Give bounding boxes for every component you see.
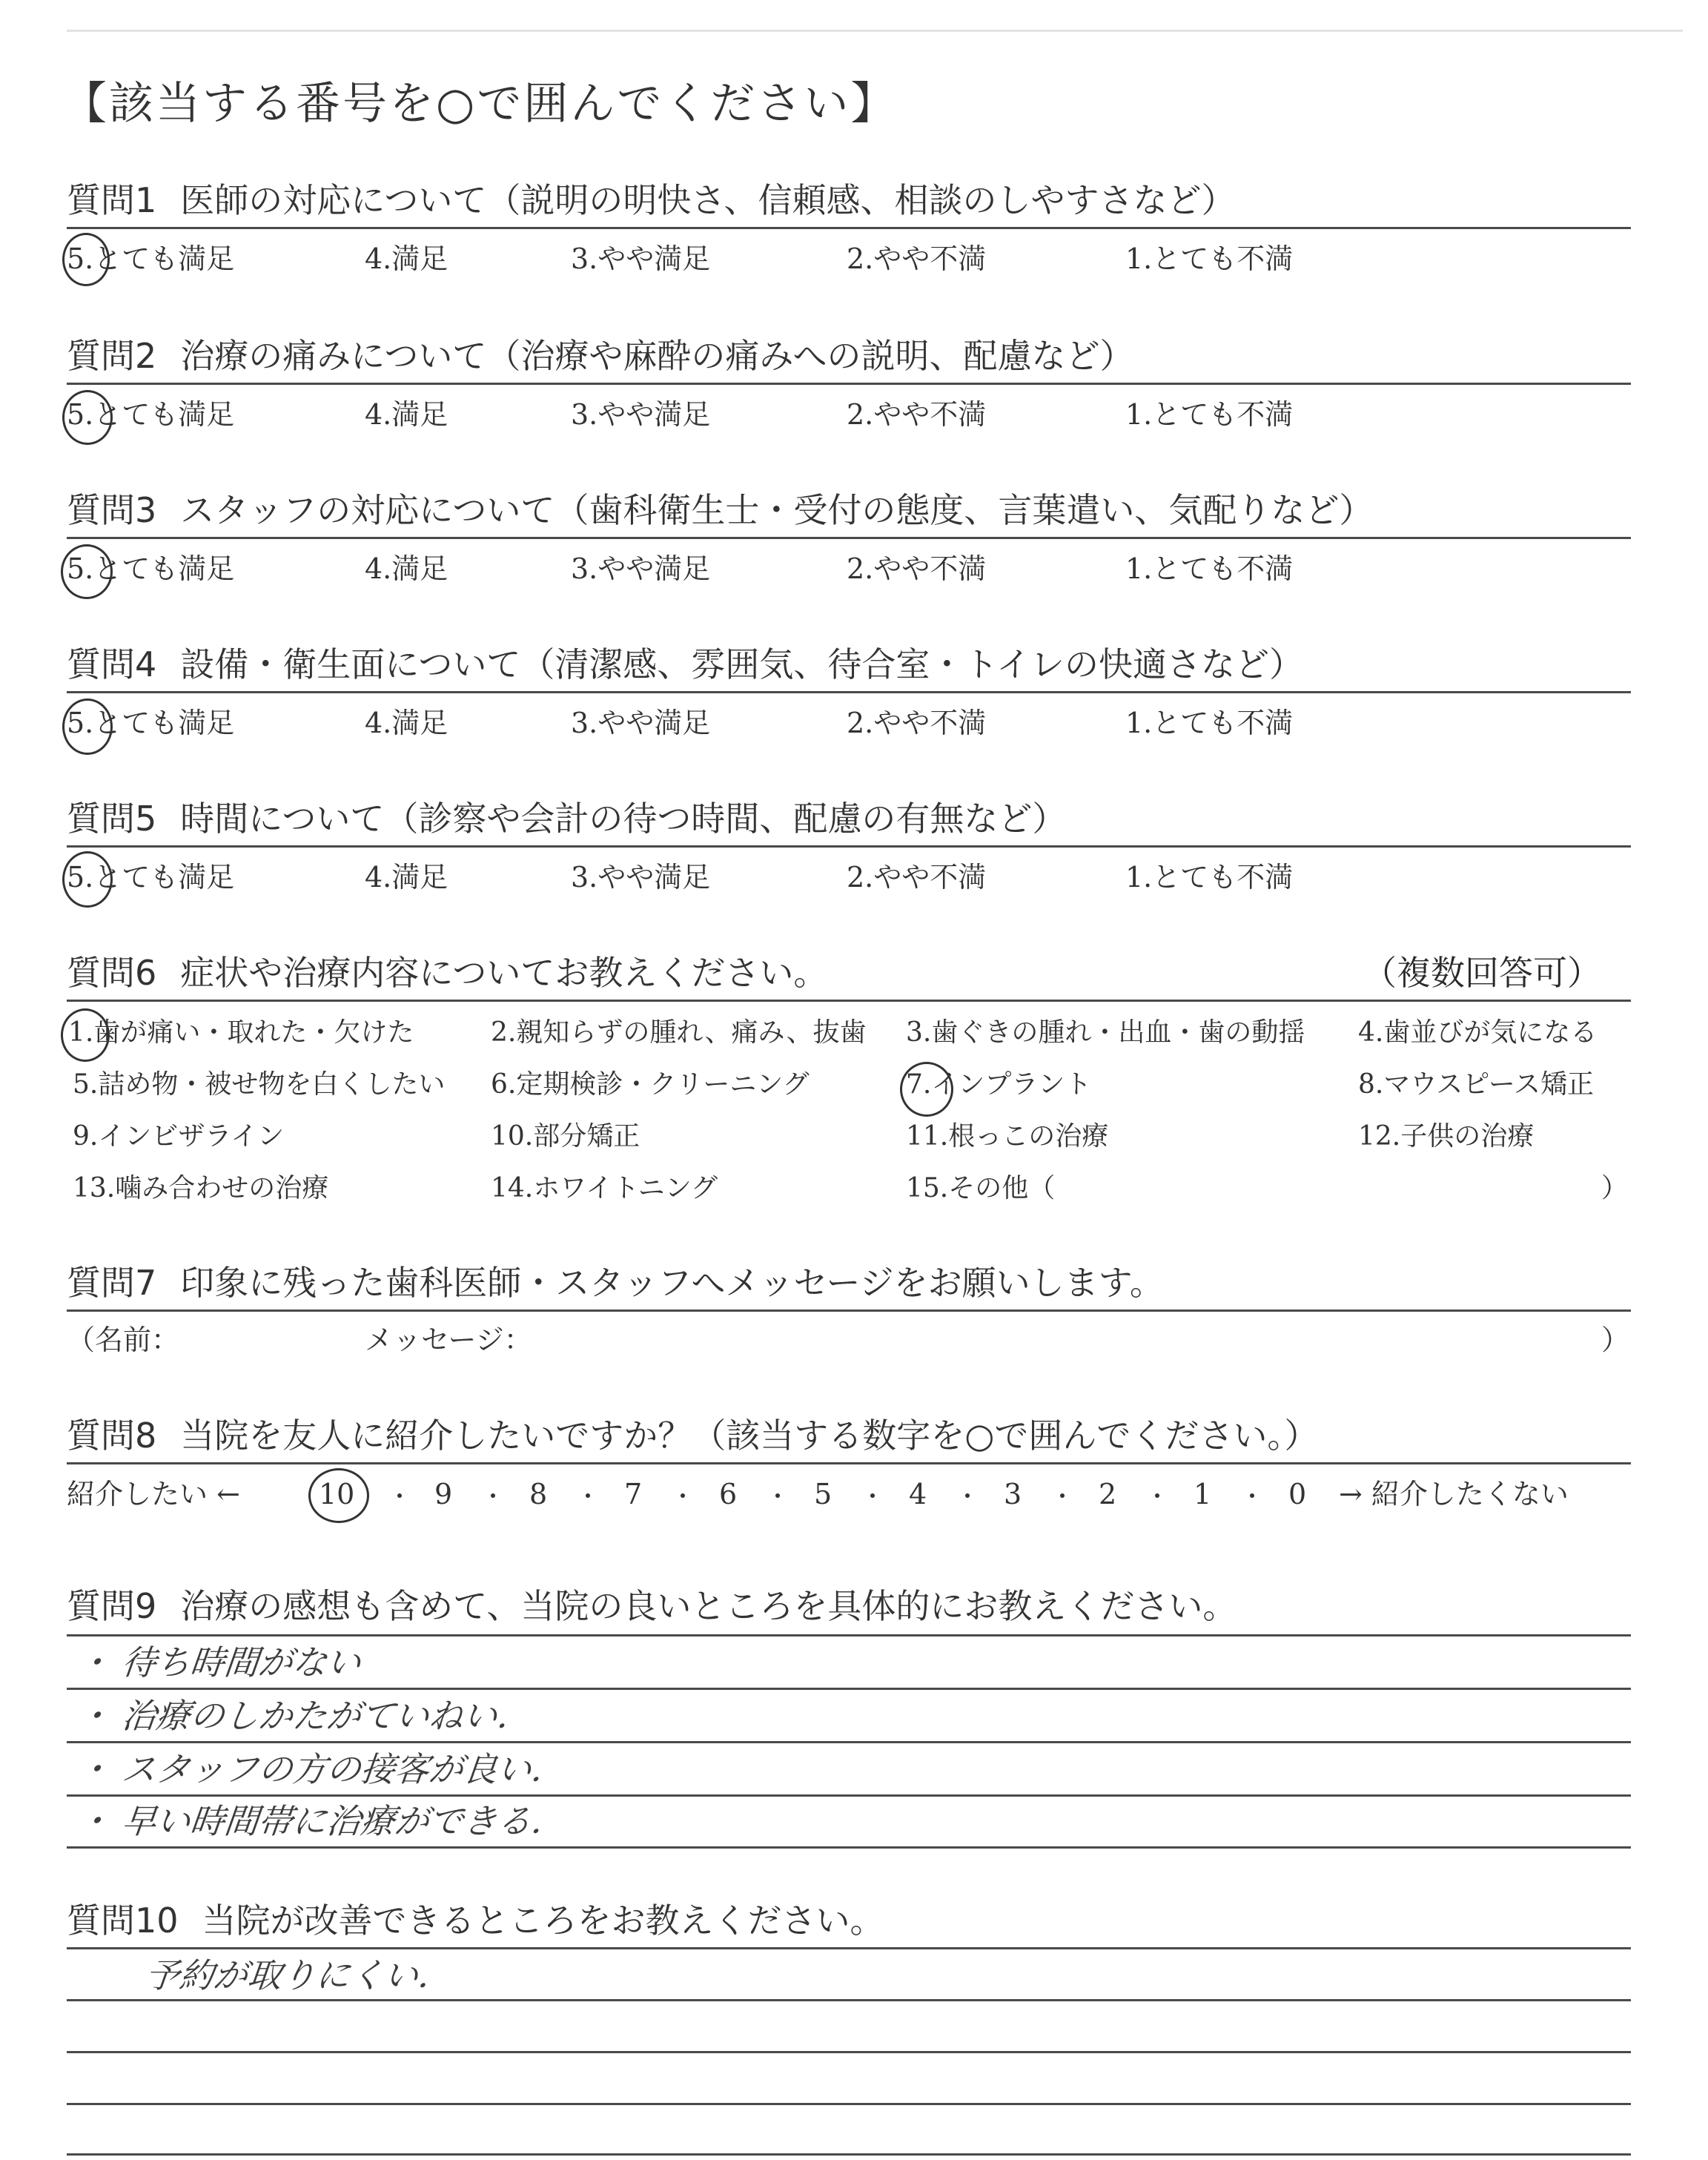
divider xyxy=(67,1000,1631,1002)
handwritten-answer: ・ 治療のしかたがていねい． xyxy=(75,1696,534,1736)
divider xyxy=(67,1309,1631,1312)
question-number: 質問10 xyxy=(67,1900,179,1941)
question-number: 質問7 xyxy=(67,1263,157,1303)
question-text: 医師の対応について（説明の明快さ、信頼感、相談のしやすさなど） xyxy=(180,180,1236,220)
other-close-paren: ） xyxy=(1601,1173,1629,1203)
option-3[interactable]: 3.やや満足 xyxy=(571,242,711,275)
scale-3[interactable]: 3 xyxy=(1004,1478,1022,1510)
scale-dot xyxy=(491,1493,495,1498)
answer-line xyxy=(67,1741,1631,1743)
message-close-paren: ） xyxy=(1601,1324,1630,1356)
question-number: 質問1 xyxy=(67,180,157,220)
handwritten-answer: 予約が取りにくい． xyxy=(143,1955,454,1995)
option-4[interactable]: 4.満足 xyxy=(365,861,448,894)
scale-dot xyxy=(1250,1493,1254,1498)
scale-0[interactable]: 0 xyxy=(1288,1478,1307,1510)
answer-line xyxy=(67,2051,1631,2053)
divider xyxy=(67,537,1631,539)
option-3[interactable]: 3.やや満足 xyxy=(571,861,711,894)
symptom-option-10[interactable]: 10.部分矯正 xyxy=(491,1121,640,1152)
question-text: 当院が改善できるところをお教えください。 xyxy=(202,1900,884,1941)
symptom-option-4[interactable]: 4.歯並びが気になる xyxy=(1358,1017,1598,1048)
symptom-option-8[interactable]: 8.マウスピース矯正 xyxy=(1358,1069,1595,1100)
divider xyxy=(67,227,1631,229)
scale-dot xyxy=(775,1493,780,1498)
scale-7[interactable]: 7 xyxy=(624,1478,643,1510)
symptom-option-2[interactable]: 2.親知らずの腫れ、痛み、抜歯 xyxy=(491,1017,867,1048)
symptom-option-6[interactable]: 6.定期検診・クリーニング xyxy=(491,1069,810,1100)
option-4[interactable]: 4.満足 xyxy=(365,398,448,431)
scale-10[interactable]: 10 xyxy=(319,1478,355,1510)
answer-line xyxy=(67,1947,1631,1949)
option-4[interactable]: 4.満足 xyxy=(365,242,448,275)
symptom-option-3[interactable]: 3.歯ぐきの腫れ・出血・歯の動揺 xyxy=(906,1017,1305,1048)
option-2[interactable]: 2.やや不満 xyxy=(847,242,987,275)
symptom-option-5[interactable]: 5.詰め物・被せ物を白くしたい xyxy=(73,1069,446,1100)
scale-4[interactable]: 4 xyxy=(909,1478,927,1510)
answer-line xyxy=(67,1634,1631,1636)
question-number: 質問8 xyxy=(67,1416,157,1456)
question-text: 治療の痛みについて（治療や麻酔の痛みへの説明、配慮など） xyxy=(180,336,1134,376)
scale-8[interactable]: 8 xyxy=(529,1478,548,1510)
question-number: 質問4 xyxy=(67,644,157,684)
option-5[interactable]: 5.とても満足 xyxy=(67,552,235,585)
question-number: 質問3 xyxy=(67,490,157,530)
option-3[interactable]: 3.やや満足 xyxy=(571,707,711,739)
message-label: メッセージ： xyxy=(365,1324,532,1356)
question-number: 質問5 xyxy=(67,799,157,839)
answer-line xyxy=(67,1688,1631,1690)
question-3 xyxy=(67,488,1631,585)
option-1[interactable]: 1.とても不満 xyxy=(1125,707,1294,739)
option-1[interactable]: 1.とても不満 xyxy=(1125,398,1294,431)
name-label: （名前： xyxy=(67,1324,180,1356)
question-5 xyxy=(67,796,1631,894)
page-title: 【該当する番号を○で囲んでください】 xyxy=(62,78,898,130)
question-text: 当院を友人に紹介したいですか？（該当する数字を○で囲んでください。） xyxy=(180,1416,1319,1456)
option-2[interactable]: 2.やや不満 xyxy=(847,861,987,894)
question-text: 時間について（診察や会計の待つ時間、配慮の有無など） xyxy=(180,799,1067,839)
option-5[interactable]: 5.とても満足 xyxy=(67,707,235,739)
handwritten-answer: ・ 待ち時間がない xyxy=(75,1642,363,1682)
scale-dot xyxy=(681,1493,685,1498)
answer-line xyxy=(67,1794,1631,1797)
scale-6[interactable]: 6 xyxy=(719,1478,738,1510)
symptom-option-11[interactable]: 11.根っこの治療 xyxy=(906,1121,1109,1152)
scale-dot xyxy=(1155,1493,1159,1498)
scale-1[interactable]: 1 xyxy=(1194,1478,1212,1510)
question-text: 印象に残った歯科医師・スタッフへメッセージをお願いします。 xyxy=(180,1263,1164,1303)
handwritten-answer: ・ 早い時間帯に治療ができる． xyxy=(75,1801,568,1841)
symptom-option-1[interactable]: 1.歯が痛い・取れた・欠けた xyxy=(68,1017,414,1048)
question-number: 質問6 xyxy=(67,953,157,993)
option-2[interactable]: 2.やや不満 xyxy=(847,707,987,739)
recommend-label: 紹介したい ← xyxy=(67,1478,240,1510)
scale-5[interactable]: 5 xyxy=(814,1478,833,1510)
scale-dot xyxy=(586,1493,590,1498)
divider xyxy=(67,383,1631,385)
question-text: スタッフの対応について（歯科衛生士・受付の態度、言葉遣い、気配りなど） xyxy=(180,490,1374,530)
option-4[interactable]: 4.満足 xyxy=(365,707,448,739)
option-1[interactable]: 1.とても不満 xyxy=(1125,242,1294,275)
divider xyxy=(67,691,1631,693)
question-number: 質問2 xyxy=(67,336,157,376)
scale-2[interactable]: 2 xyxy=(1099,1478,1117,1510)
question-text: 設備・衛生面について（清潔感、雰囲気、待合室・トイレの快適さなど） xyxy=(180,644,1304,684)
option-5[interactable]: 5.とても満足 xyxy=(67,398,235,431)
divider xyxy=(67,1462,1631,1464)
symptom-option-9[interactable]: 9.インビザライン xyxy=(73,1121,285,1152)
option-3[interactable]: 3.やや満足 xyxy=(571,398,711,431)
question-7 xyxy=(67,1261,1631,1364)
symptom-option-7[interactable]: 7.インプラント xyxy=(906,1069,1092,1100)
option-3[interactable]: 3.やや満足 xyxy=(571,552,711,585)
answer-line xyxy=(67,1846,1631,1849)
option-5[interactable]: 5.とても満足 xyxy=(67,242,235,275)
question-number: 質問9 xyxy=(67,1586,157,1626)
option-5[interactable]: 5.とても満足 xyxy=(67,861,235,894)
multiple-answers-note: （複数回答可） xyxy=(1363,953,1601,993)
not-recommend-label: → 紹介したくない xyxy=(1339,1478,1569,1510)
question-4 xyxy=(67,642,1631,739)
divider xyxy=(67,845,1631,848)
answer-line xyxy=(67,2153,1631,2156)
scale-dot xyxy=(397,1493,402,1498)
option-1[interactable]: 1.とても不満 xyxy=(1125,552,1294,585)
question-text: 治療の感想も含めて、当院の良いところを具体的にお教えください。 xyxy=(180,1586,1237,1626)
option-2[interactable]: 2.やや不満 xyxy=(847,552,987,585)
question-1 xyxy=(67,178,1631,275)
option-2[interactable]: 2.やや不満 xyxy=(847,398,987,431)
symptom-option-13[interactable]: 13.噛み合わせの治療 xyxy=(73,1173,329,1203)
question-8 xyxy=(67,1413,1631,1473)
option-4[interactable]: 4.満足 xyxy=(365,552,448,585)
option-1[interactable]: 1.とても不満 xyxy=(1125,861,1294,894)
answer-line xyxy=(67,1999,1631,2001)
question-2 xyxy=(67,334,1631,431)
question-text: 症状や治療内容についてお教えください。 xyxy=(180,953,828,993)
handwritten-answer: ・ スタッフの方の接客が良い． xyxy=(75,1749,568,1789)
scan-top-edge xyxy=(67,30,1683,32)
symptom-option-12[interactable]: 12.子供の治療 xyxy=(1358,1121,1535,1152)
scale-dot xyxy=(1060,1493,1065,1498)
answer-line xyxy=(67,2103,1631,2105)
question-6 xyxy=(67,951,1631,1218)
symptom-option-15[interactable]: 15.その他（ xyxy=(906,1173,1056,1203)
scale-dot xyxy=(965,1493,970,1498)
scale-dot xyxy=(870,1493,875,1498)
scale-9[interactable]: 9 xyxy=(434,1478,453,1510)
selected-scale-circle xyxy=(308,1468,369,1523)
symptom-option-14[interactable]: 14.ホワイトニング xyxy=(491,1173,718,1203)
